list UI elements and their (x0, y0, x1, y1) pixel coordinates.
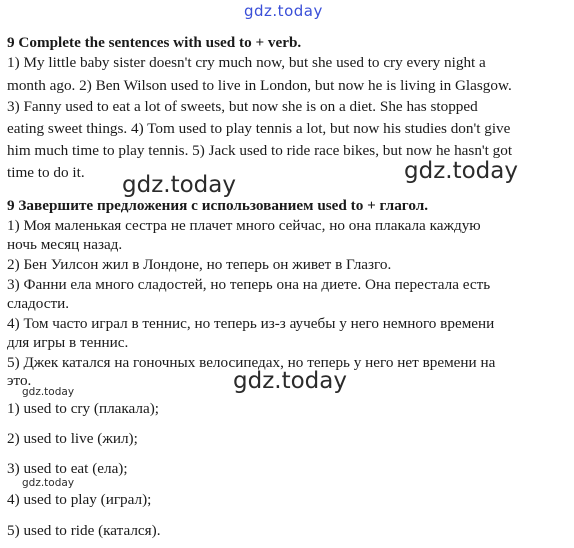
watermark-small-1: gdz.today (22, 386, 75, 398)
exercise-ru-line: 3) Фанни ела много сладостей, но теперь она на диете. Она перестала есть (7, 276, 491, 293)
answer-item: 5) used to ride (катался). (7, 522, 161, 539)
exercise-ru-line: 5) Джек катался на гоночных велосипедах, но теперь у него нет времени на (7, 354, 496, 371)
watermark-left: gdz.today (122, 172, 236, 198)
exercise-en-line: him much time to play tennis. 5) Jack used to ride race bikes, but now he hasn't got (7, 142, 513, 159)
exercise-ru-line: 4) Том часто играл в теннис, но теперь из-з аучебы у него немного времени (7, 315, 495, 332)
exercise-ru-line: для игры в теннис. (7, 334, 129, 351)
answer-item: 3) used to eat (ела); (7, 460, 128, 477)
watermark-top: gdz.today (244, 2, 323, 20)
exercise-ru-line: сладости. (7, 295, 70, 312)
exercise-ru-line: ночь месяц назад. (7, 236, 123, 253)
exercise-en-line: eating sweet things. 4) Tom used to play tennis a lot, but now his studies don't give (7, 120, 511, 137)
answer-item: 1) used to cry (плакала); (7, 400, 160, 417)
watermark-right: gdz.today (404, 158, 518, 184)
answer-item: 2) used to live (жил); (7, 430, 138, 447)
watermark-center: gdz.today (233, 368, 347, 394)
exercise-ru-line: 2) Бен Уилсон жил в Лондоне, но теперь он живет в Глазго. (7, 256, 392, 273)
exercise-ru-line: 1) Моя маленькая сестра не плачет много сейчас, но она плакала каждую (7, 217, 481, 234)
answer-item: 4) used to play (играл); (7, 491, 152, 508)
exercise-en-line: 3) Fanny used to eat a lot of sweets, but now she is on a diet. She has stopped (7, 98, 478, 115)
exercise-en-line: 1) My little baby sister doesn't cry much now, but she used to cry every night a (7, 54, 486, 71)
exercise-en-line: time to do it. (7, 164, 85, 181)
watermark-small-2: gdz.today (22, 477, 75, 489)
exercise-ru-heading: 9 Завершите предложения с использованием used to + глагол. (7, 197, 429, 214)
exercise-ru-line: это. (7, 372, 32, 389)
exercise-en-line: month ago. 2) Ben Wilson used to live in London, but now he is living in Glasgow. (7, 77, 512, 94)
exercise-en-heading: 9 Complete the sentences with used to + verb. (7, 34, 302, 51)
